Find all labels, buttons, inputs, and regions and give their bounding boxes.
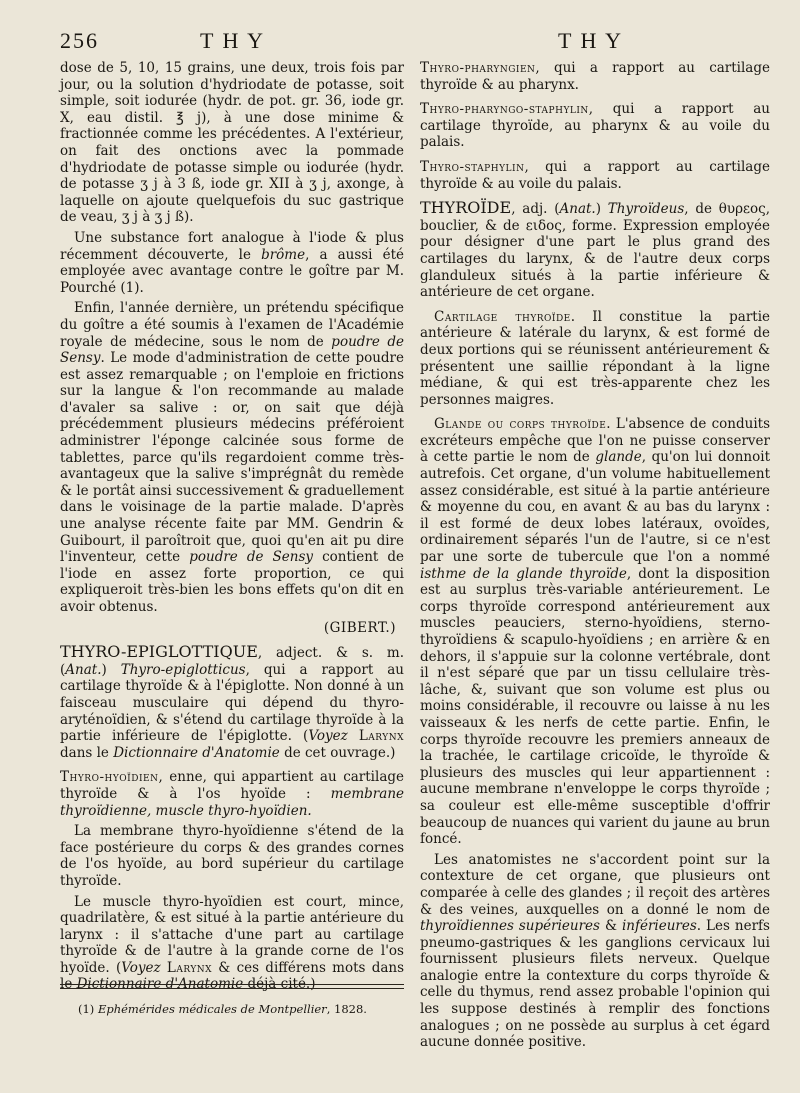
entry-headword: THYRO-EPIGLOTTIQUE (60, 642, 258, 662)
entry-thyro-hyoidien: Thyro-hyoïdien, enne, qui appartient au cartilage thyroïde & à l'os hyoïde : membrane thyroïdienne, muscle thyro-hyoïdien. (60, 769, 404, 819)
entry-thyro-epiglottique: THYRO-EPIGLOTTIQUE, adject. & s. m. (Anat.) Thyro-epiglotticus, qui a rapport au cartilage thyroïde & à l'épiglotte. Non donné à un faisceau musculaire qui dépend du thyro-aryténoïdien, & s'étend du cartilage thyroïde à la partie inférieure de l'épiglotte. (Voyez Larynx dans le Dictionnaire d'Anatomie de cet ouvrage.) (60, 642, 405, 761)
paragraph: Une substance fort analogue à l'iode & plus récemment découverte, le brôme, a aussi été employée avec avantage contre le goître par M. Pourché (1). (60, 229, 404, 296)
entry-headword: Thyro-pharyngo-staphylin (420, 101, 589, 118)
subentry-glande-thyroide: Glande ou corps thyroïde. L'absence de conduits excréteurs empêche que l'on ne puisse conserver à cette partie le nom de glande, qu'on lui donnoit autrefois. Cet organe, d'un volume habituellement assez considérable, est situé à la partie antérieure & moyenne du cou, en avant & au bas du larynx : il est formé de deux lobes latéraux, ovoïdes, ordinairement séparés l'un de l'autre, si ce n'est par une sorte de tubercule que l'on a nommé isthme de la glande thyroïde, dont la disposition est au surplus très-variable antérieurement. Le corps thyroïde correspond antérieurement aux muscles peauciers, sterno-hyoïdiens, sterno-thyroïdiens & scapulo-hyoïdiens ; en arrière & en dehors, il s'appuie sur la colonne vertébrale, dont il n'est séparé que par un tissu cellulaire très-lâche, &, suivant que son volume est plus ou moins considérable, il recouvre ou laisse à nu les vaisseaux & les nerfs de cette partie. Enfin, le corps thyroïde recouvre les premiers anneaux de la trachée, le cartilage cricoïde, le thyroïde & plusieurs des muscles qui leur appartiennent : aucune membrane n'enveloppe le corps thyroïde ; sa couleur est elle-même susceptible d'offrir beaucoup de nuances qui varient du jaune au brun foncé. (420, 416, 770, 848)
author-signature: (GIBERT.) (323, 619, 396, 636)
entry-headword: Thyro-staphylin (420, 158, 525, 175)
entry-headword: THYROÏDE (420, 198, 512, 218)
running-header (60, 28, 770, 58)
paragraph: La membrane thyro-hyoïdienne s'étend de la face postérieure du corps & des grandes cornes de l'os hyoïde, au bord supérieur du cartilage thyroïde. (60, 823, 404, 889)
footnote-rule (60, 988, 404, 989)
entry-headword: Thyro-hyoïdien (60, 769, 159, 786)
entry-thyroide: THYROÏDE, adj. (Anat.) Thyroïdeus, de θυρεος, bouclier, & de ειδος, forme. Expression employée pour désigner d'une part le plus grand des cartilages du larynx, & de l'autre deux corps glanduleux situés à la partie inférieure & antérieure de cet organe. (420, 198, 771, 301)
subentry-heading: Glande ou corps thyroïde (434, 416, 607, 433)
running-title-right: T H Y (558, 28, 623, 53)
paragraph: Enfin, l'année dernière, un prétendu spécifique du goître a été soumis à l'examen de l'Académie royale de médecine, sous le nom de poudre de Sensy. Le mode d'administration de cette poudre est assez remarquable ; on l'emploie en frictions sur la langue & l'on recommande au malade d'avaler sa salive : or, on sait que déjà précédemment plusieurs médecins préféroient administrer l'éponge calcinée sous forme de tablettes, parce qu'ils regardoient comme très-avantageux que la salive s'imprégnât du remède & le portât ainsi successivement & graduellement dans le voisinage de la partie malade. D'après une analyse récente faite par MM. Gendrin & Guibourt, il paroîtroit que, quoi qu'en ait pu dire l'inventeur, cette poudre de Sensy contient de l'iode en assez forte proportion, ce qui expliqueroit très-bien les bons effets qu'on dit en avoir obtenus. (60, 300, 404, 615)
paragraph: Le muscle thyro-hyoïdien est court, mince, quadrilatère, & est situé à la partie antérieure du larynx : il s'attache d'une part au cartilage thyroïde & de l'autre à la grande corne de l'os hyoïde. (Voyez Larynx & ces différens mots dans le Dictionnaire d'Anatomie déjà cité.) (60, 893, 405, 993)
entry-headword: Thyro-pharyngien (420, 60, 536, 76)
page-number: 256 (60, 28, 99, 53)
paragraph: dose de 5, 10, 15 grains, une deux, trois fois par jour, ou la solution d'hydriodate de potasse, soit simple, soit iodurée (hydr. de pot. gr. 36, iode gr. X, eau distil. ℥ j), à une dose minime & fractionnée comme les précédentes. A l'extérieur, on fait des onctions avec la pommade d'hydriodate de potasse simple ou iodurée (hydr. de potasse ʒ j à 3 ß, iode gr. XII à ʒ j, axonge, à laquelle on ajoute quelquefois du suc gastrique de veau, ʒ j à ʒ j ß). (60, 60, 404, 226)
subentry-cartilage-thyroide: Cartilage thyroïde. Il constitue la partie antérieure & latérale du larynx, & est formé de deux portions qui se réunissent antérieurement & présentent une saillie répondant à la ligne médiane, & qui est très-apparente chez les personnes maigres. (420, 308, 771, 408)
entry-thyro-staphylin: Thyro-staphylin, qui a rapport au cartilage thyroïde & au voile du palais. (420, 158, 770, 192)
footnote: (1) Ephémérides médicales de Montpellier, 1828. (78, 1002, 367, 1016)
subentry-heading: Cartilage thyroïde (434, 308, 571, 325)
entry-thyro-pharyngo-staphylin: Thyro-pharyngo-staphylin, qui a rapport au cartilage thyroïde, au pharynx & au voile du palais. (420, 101, 770, 151)
right-column (420, 60, 770, 1055)
running-title-left: T H Y (200, 28, 265, 53)
left-column (60, 60, 404, 997)
paragraph: Les anatomistes ne s'accordent point sur la contexture de cet organe, que plusieurs ont comparée à celle des glandes ; il reçoit des artères & des veines, auxquelles on a donné le nom de thyroïdiennes supérieures & inférieures. Les nerfs pneumo-gastriques & les ganglions cervicaux lui fournissent plusieurs filets nerveux. Quelque analogie entre la contexture du corps thyroïde & celle du thymus, rend assez probable l'opinion qui les suppose destinés à remplir des fonctions analogues ; on ne possède au surplus à cet égard aucune donnée positive. (420, 851, 770, 1051)
footnote-rule (60, 984, 404, 985)
entry-thyro-pharyngien: Thyro-pharyngien, qui a rapport au cartilage thyroïde & au pharynx. (420, 60, 770, 93)
